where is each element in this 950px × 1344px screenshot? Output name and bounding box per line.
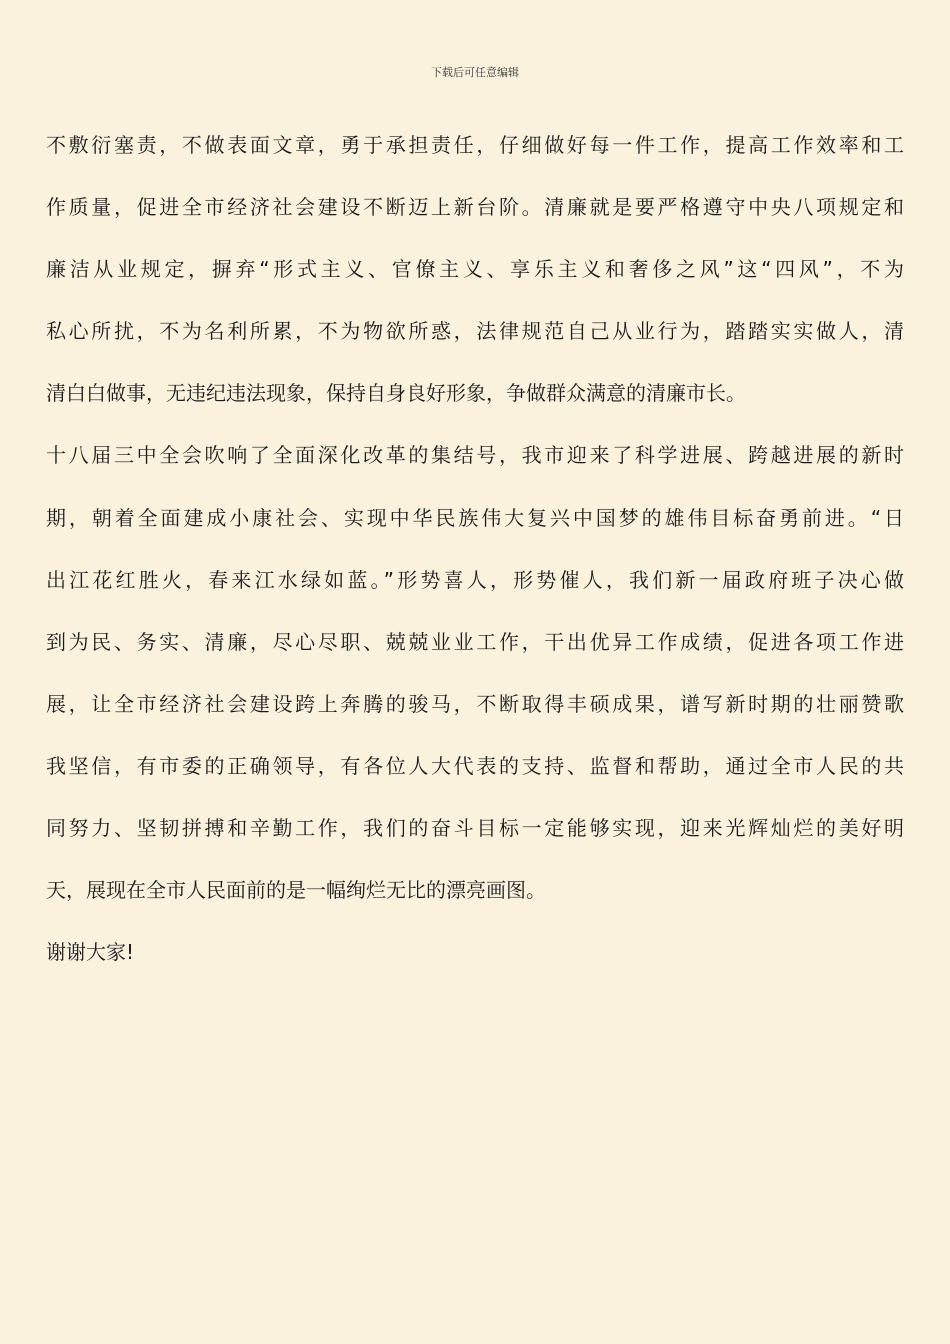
text-line: 私心所扰，不为名利所累，不为物欲所惑，法律规范自己从业行为，踏踏实实做人，清 xyxy=(46,319,904,344)
page-header-watermark: 下载后可任意编辑 xyxy=(431,66,519,79)
text-line: 十八届三中全会吹响了全面深化改革的集结号，我市迎来了科学进展、跨越进展的新时 xyxy=(46,443,904,468)
text-line: 清白白做事，无违纪违法现象，保持自身良好形象，争做群众满意的清廉市长。 xyxy=(46,381,746,406)
text-line: 展，让全市经济社会建设跨上奔腾的骏马，不断取得丰硕成果，谱写新时期的壮丽赞歌 xyxy=(46,691,904,716)
text-line: 我坚信，有市委的正确领导，有各位人大代表的支持、监督和帮助，通过全市人民的共 xyxy=(46,753,904,778)
paragraph-reform xyxy=(46,424,904,734)
text-line: 作质量，促进全市经济社会建设不断迈上新台阶。清廉就是要严格遵守中央八项规定和 xyxy=(46,195,904,220)
text-line: 廉洁从业规定，摒弃“形式主义、官僚主义、享乐主义和奢侈之风”这“四风”，不为 xyxy=(46,257,904,282)
paragraph-closing xyxy=(46,921,904,983)
text-line: 期，朝着全面建成小康社会、实现中华民族伟大复兴中国梦的雄伟目标奋勇前进。“日 xyxy=(46,505,904,530)
text-line: 天，展现在全市人民面前的是一幅绚烂无比的漂亮画图。 xyxy=(46,878,546,903)
document-body xyxy=(46,114,904,983)
text-line: 出江花红胜火，春来江水绿如蓝。”形势喜人，形势催人，我们新一届政府班子决心做 xyxy=(46,567,904,592)
text-line: 谢谢大家! xyxy=(46,940,135,965)
text-line: 不敷衍塞责，不做表面文章，勇于承担责任，仔细做好每一件工作，提高工作效率和工 xyxy=(46,133,904,157)
paragraph-conviction xyxy=(46,735,904,921)
paragraph-integrity xyxy=(46,114,904,424)
text-line: 到为民、务实、清廉，尽心尽职、兢兢业业工作，干出优异工作成绩，促进各项工作进 xyxy=(46,629,904,654)
text-line: 同努力、坚韧拼搏和辛勤工作，我们的奋斗目标一定能够实现，迎来光辉灿烂的美好明 xyxy=(46,816,904,841)
